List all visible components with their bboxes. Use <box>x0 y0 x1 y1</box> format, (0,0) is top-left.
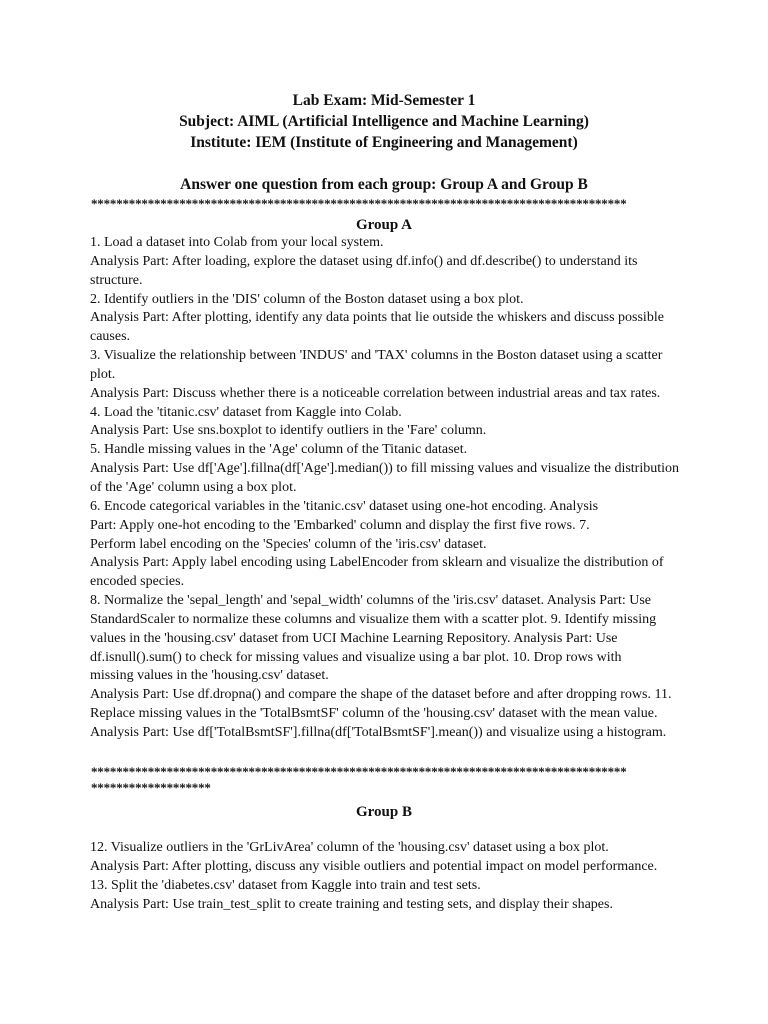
question-text-line: Analysis Part: After loading, explore the dataset using df.info() and df.describe() to understand its <box>90 253 638 269</box>
question-text-line: 13. Split the 'diabetes.csv' dataset from Kaggle into train and test sets. <box>90 877 481 893</box>
question-text-line: 3. Visualize the relationship between 'INDUS' and 'TAX' columns in the Boston dataset using a scatter <box>90 348 663 364</box>
question-text-line: of the 'Age' column using a box plot. <box>90 479 297 495</box>
exam-institute: Institute: IEM (Institute of Engineering and Management) <box>190 134 578 151</box>
group-a-questions <box>90 234 690 743</box>
question-text-line: encoded species. <box>90 574 185 590</box>
separator-line: ************************************************************************************* <box>91 197 627 211</box>
question-text-line: Part: Apply one-hot encoding to the 'Embarked' column and display the first five rows. 7. <box>90 517 590 533</box>
exam-title: Lab Exam: Mid-Semester 1 <box>292 92 476 109</box>
question-text-line: 12. Visualize outliers in the 'GrLivArea' column of the 'housing.csv' dataset using a box plot. <box>90 840 609 855</box>
group-b-questions <box>90 839 690 914</box>
group-a-title: Group A <box>356 217 412 233</box>
question-text-line: Perform label encoding on the 'Species' column of the 'iris.csv' dataset. <box>90 536 487 552</box>
question-text-line: structure. <box>90 272 143 288</box>
question-text-line: 4. Load the 'titanic.csv' dataset from Kaggle into Colab. <box>90 404 402 420</box>
question-text-line: Replace missing values in the 'TotalBsmtSF' column of the 'housing.csv' dataset with the mean value. <box>90 706 658 722</box>
exam-header <box>0 90 768 153</box>
question-text-line: Analysis Part: Apply label encoding using LabelEncoder from sklearn and visualize the distribution of <box>90 555 664 571</box>
question-text-line: Analysis Part: After plotting, discuss any visible outliers and potential impact on model performance. <box>90 858 658 874</box>
question-text-line: Analysis Part: Use sns.boxplot to identify outliers in the 'Fare' column. <box>90 423 487 439</box>
question-text-line: values in the 'housing.csv' dataset from UCI Machine Learning Repository. Analysis Part: Use <box>90 630 618 646</box>
separator-line: ******************* <box>91 781 211 795</box>
question-text-line: StandardScaler to normalize these columns and visualize them with a scatter plot. 9. Identify missing <box>90 611 657 627</box>
question-text-line: Analysis Part: Use df['Age'].fillna(df['Age'].median()) to fill missing values and visualize the distribution <box>90 461 680 477</box>
exam-instruction: Answer one question from each group: Group A and Group B <box>180 176 588 193</box>
question-text-line: 8. Normalize the 'sepal_length' and 'sepal_width' columns of the 'iris.csv' dataset. Analysis Part: Use <box>90 593 652 609</box>
question-text-line: Analysis Part: Discuss whether there is a noticeable correlation between industrial areas and tax rates. <box>90 385 661 401</box>
question-text-line: 1. Load a dataset into Colab from your local system. <box>90 235 384 250</box>
question-text-line: Analysis Part: Use train_test_split to create training and testing sets, and display their shapes. <box>90 896 613 912</box>
question-text-line: 2. Identify outliers in the 'DIS' column of the Boston dataset using a box plot. <box>90 291 524 307</box>
question-text-line: causes. <box>90 329 131 345</box>
question-text-line: plot. <box>90 366 116 382</box>
question-text-line: Analysis Part: Use df.dropna() and compare the shape of the dataset before and after dropping rows. 11. <box>90 687 672 703</box>
question-text-line: Analysis Part: After plotting, identify any data points that lie outside the whiskers and discuss possible <box>90 310 664 326</box>
exam-subject: Subject: AIML (Artificial Intelligence and Machine Learning) <box>179 113 589 130</box>
group-b-title: Group B <box>356 804 412 820</box>
question-text-line: missing values in the 'housing.csv' dataset. <box>90 668 329 684</box>
question-text-line: 6. Encode categorical variables in the 'titanic.csv' dataset using one-hot encoding. Analysis <box>90 498 599 514</box>
separator-line: ************************************************************************************* <box>91 765 627 779</box>
question-text-line: Analysis Part: Use df['TotalBsmtSF'].fillna(df['TotalBsmtSF'].mean()) and visualize using a histogram. <box>90 724 667 740</box>
question-text-line: df.isnull().sum() to check for missing values and visualize using a bar plot. 10. Drop rows with <box>90 649 622 665</box>
question-text-line: 5. Handle missing values in the 'Age' column of the Titanic dataset. <box>90 442 468 458</box>
